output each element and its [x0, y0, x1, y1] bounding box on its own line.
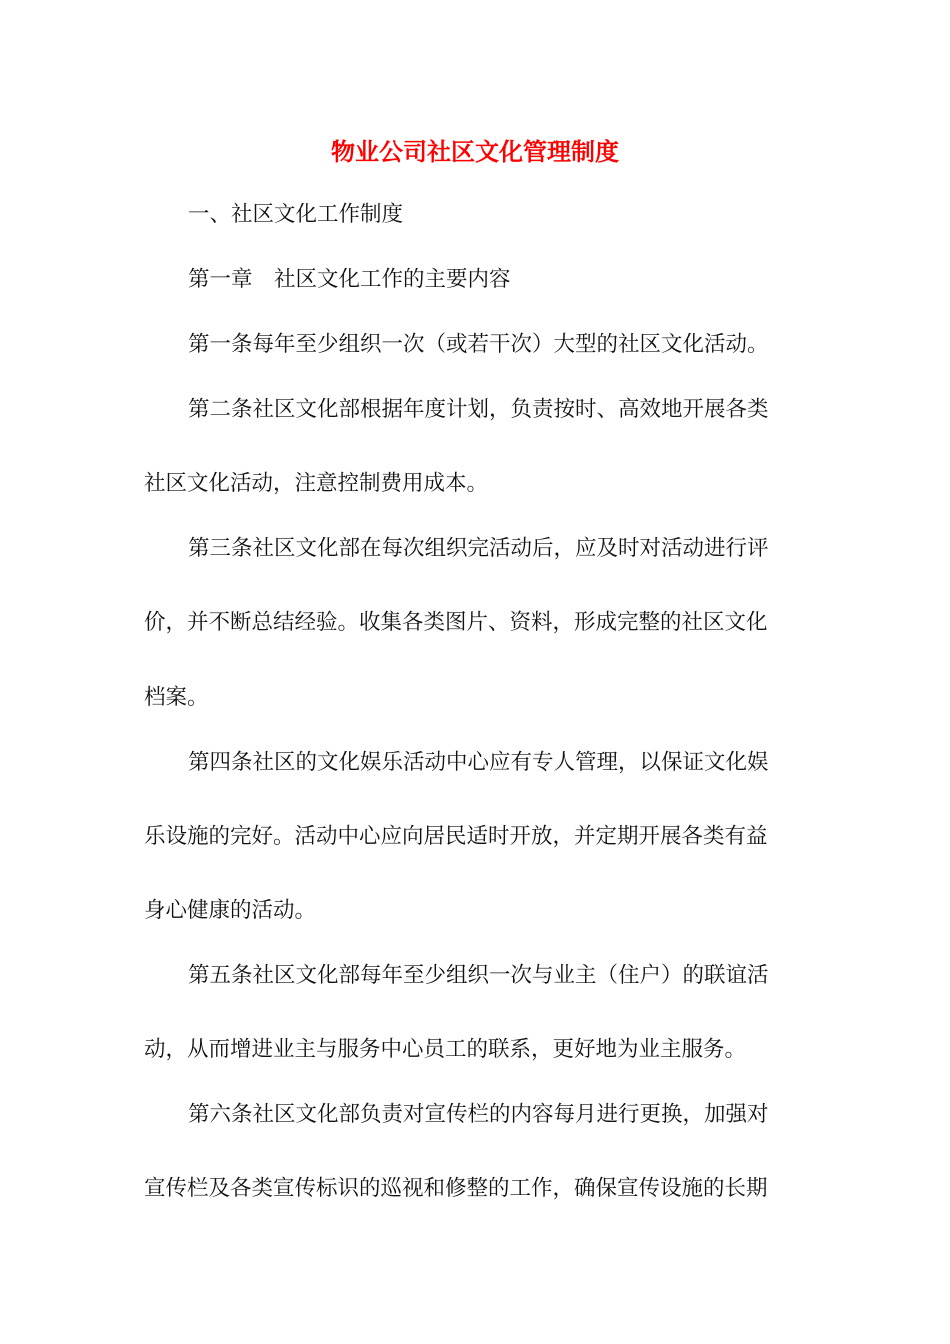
- paragraph-line: 档案。: [144, 685, 209, 710]
- paragraph-line: 动，从而增进业主与服务中心员工的联系，更好地为业主服务。: [144, 1037, 747, 1062]
- paragraph-line: 社区文化活动，注意控制费用成本。: [144, 471, 489, 496]
- document-title: 物业公司社区文化管理制度: [331, 138, 619, 166]
- section-heading: 一、社区文化工作制度: [188, 202, 404, 227]
- paragraph-line: 第六条社区文化部负责对宣传栏的内容每月进行更换，加强对: [188, 1102, 769, 1127]
- paragraph-line: 第三条社区文化部在每次组织完活动后，应及时对活动进行评: [188, 536, 769, 561]
- paragraph-line: 价，并不断总结经验。收集各类图片、资料，形成完整的社区文化: [144, 610, 768, 635]
- paragraph-line: 第二条社区文化部根据年度计划，负责按时、高效地开展各类: [188, 397, 769, 422]
- chapter-heading: 第一章 社区文化工作的主要内容: [188, 267, 511, 292]
- paragraph-line: 乐设施的完好。活动中心应向居民适时开放，并定期开展各类有益: [144, 824, 768, 849]
- paragraph-line: 第五条社区文化部每年至少组织一次与业主（住户）的联谊活: [188, 963, 769, 988]
- paragraph-line: 宣传栏及各类宣传标识的巡视和修整的工作，确保宣传设施的长期: [144, 1176, 768, 1201]
- paragraph-line: 身心健康的活动。: [144, 898, 317, 923]
- paragraph-line: 第一条每年至少组织一次（或若干次）大型的社区文化活动。: [188, 332, 769, 357]
- paragraph-line: 第四条社区的文化娱乐活动中心应有专人管理，以保证文化娱: [188, 750, 769, 775]
